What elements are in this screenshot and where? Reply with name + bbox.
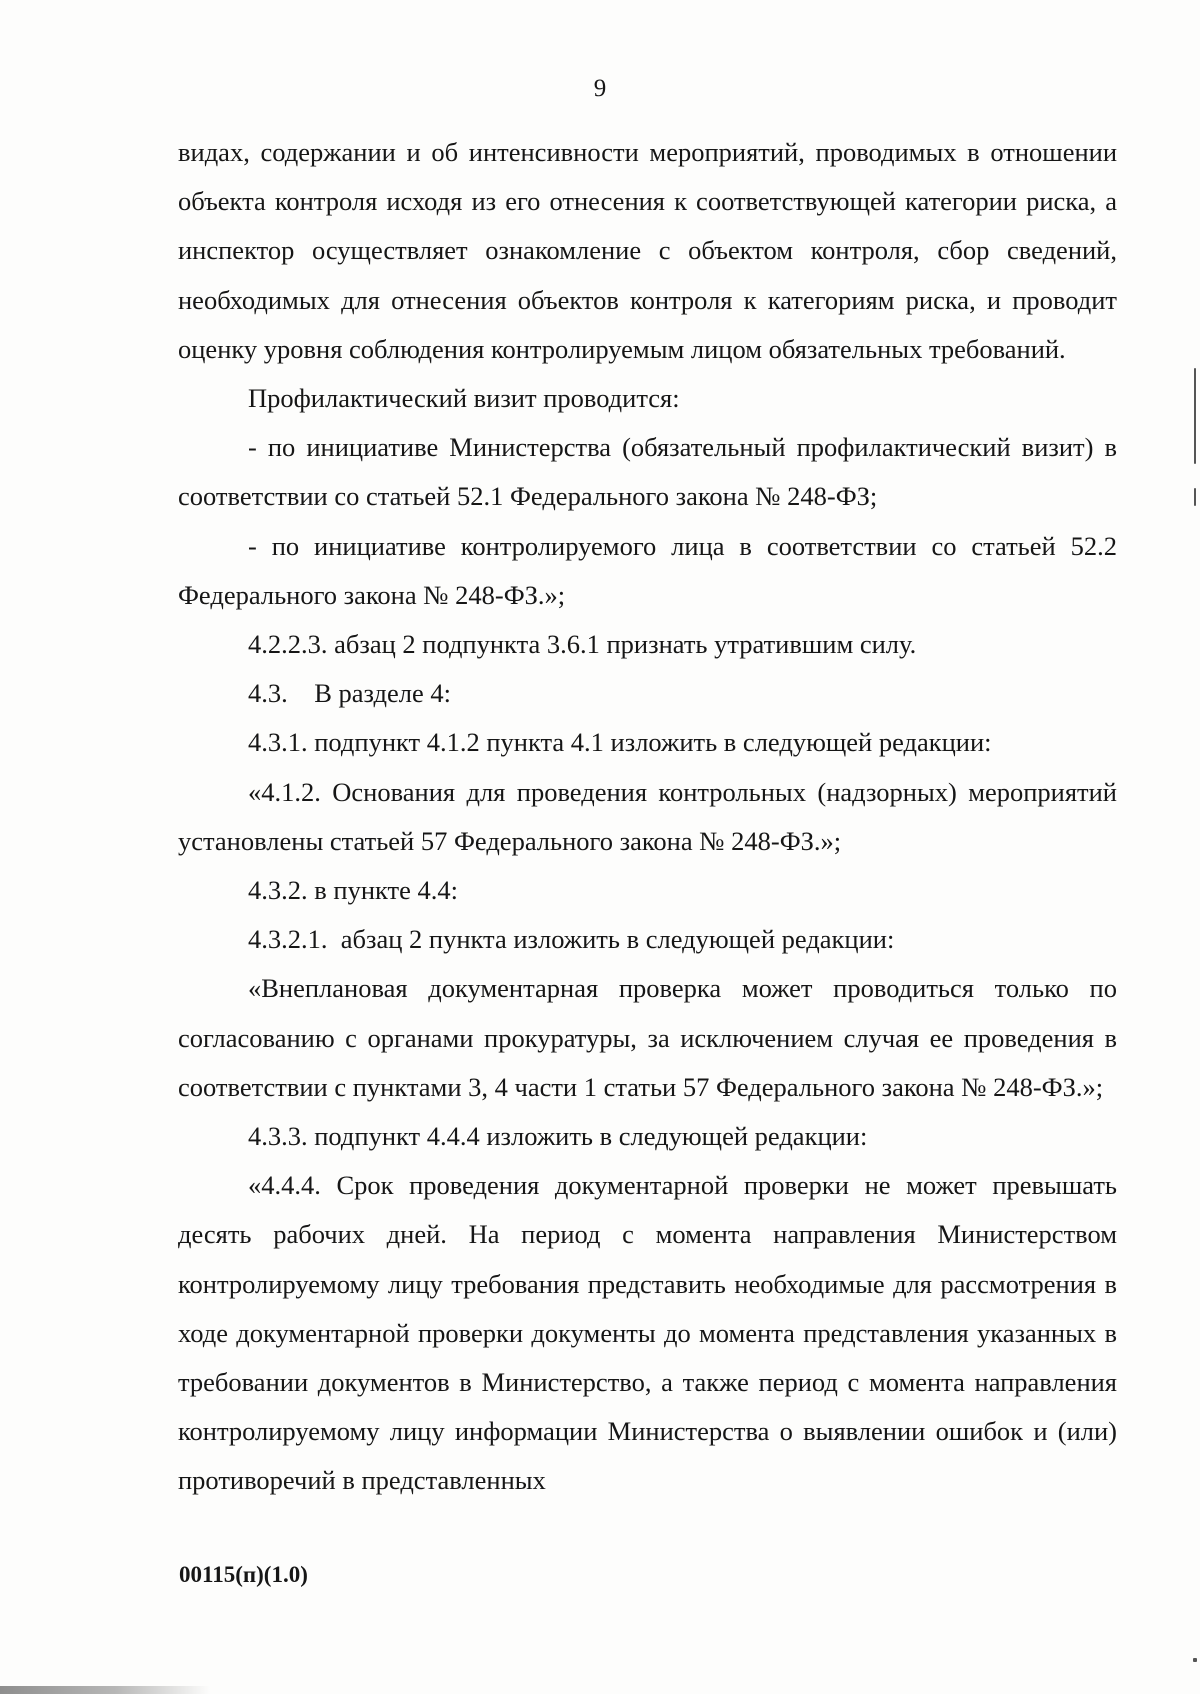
paragraph: 4.3.1. подпункт 4.1.2 пункта 4.1 изложить в следующей редакции: — [248, 727, 992, 758]
scan-mark — [1194, 368, 1196, 464]
paragraph: видах, содержании и об интенсивности мероприятий, проводимых в отношении объекта контроля исходя из его отнесения к соответствующей категории риска, а инспектор осуществляет ознакомление с объектом контроля, сбор сведений, необходимых для отнесения объектов контроля к категориям риска, и проводит оценку уровня соблюдения контролируемым лицом обязательных требований. — [178, 137, 1117, 364]
scan-mark — [1194, 488, 1196, 506]
scan-edge — [0, 1686, 210, 1694]
paragraph: Профилактический визит проводится: — [248, 383, 680, 414]
paragraph: 4.3. В разделе 4: — [248, 678, 452, 709]
paragraph: 4.2.2.3. абзац 2 подпункта 3.6.1 признать утратившим силу. — [248, 629, 917, 660]
paragraph: «4.4.4. Срок проведения документарной проверки не может превышать десять рабочих дней. На период с момента направления Министерством контролируемому лицу требования представить необходимые для рассмотрения в ходе документарной проверки документы до момента представления указанных в требовании документов в Министерство, а также период с момента направления контролируемому лицу информации Министерства о выявлении ошибок и (или) противоречий в представленных — [178, 1170, 1117, 1496]
page-number: 9 — [593, 75, 607, 102]
document-code: 00115(п)(1.0) — [179, 1562, 308, 1587]
paragraph: «Внеплановая документарная проверка может проводиться только по согласованию с органами прокуратуры, за исключением случая ее проведения в соответствии с пунктами 3, 4 части 1 статьи 57 Федерального закона № 248-ФЗ.»; — [178, 973, 1117, 1102]
paragraph: «4.1.2. Основания для проведения контрольных (надзорных) мероприятий установлены статьей 57 Федерального закона № 248-ФЗ.»; — [178, 776, 1117, 856]
body-text — [178, 128, 1117, 1506]
scan-mark — [1193, 1658, 1197, 1662]
paragraph: - по инициативе Министерства (обязательный профилактический визит) в соответствии со статьей 52.1 Федерального закона № 248-ФЗ; — [178, 432, 1117, 512]
paragraph: 4.3.2. в пункте 4.4: — [248, 875, 458, 906]
paragraph: 4.3.2.1. абзац 2 пункта изложить в следующей редакции: — [248, 924, 895, 955]
paragraph: - по инициативе контролируемого лица в соответствии со статьей 52.2 Федерального закона № 248-ФЗ.»; — [178, 530, 1117, 610]
paragraph: 4.3.3. подпункт 4.4.4 изложить в следующей редакции: — [248, 1121, 868, 1152]
